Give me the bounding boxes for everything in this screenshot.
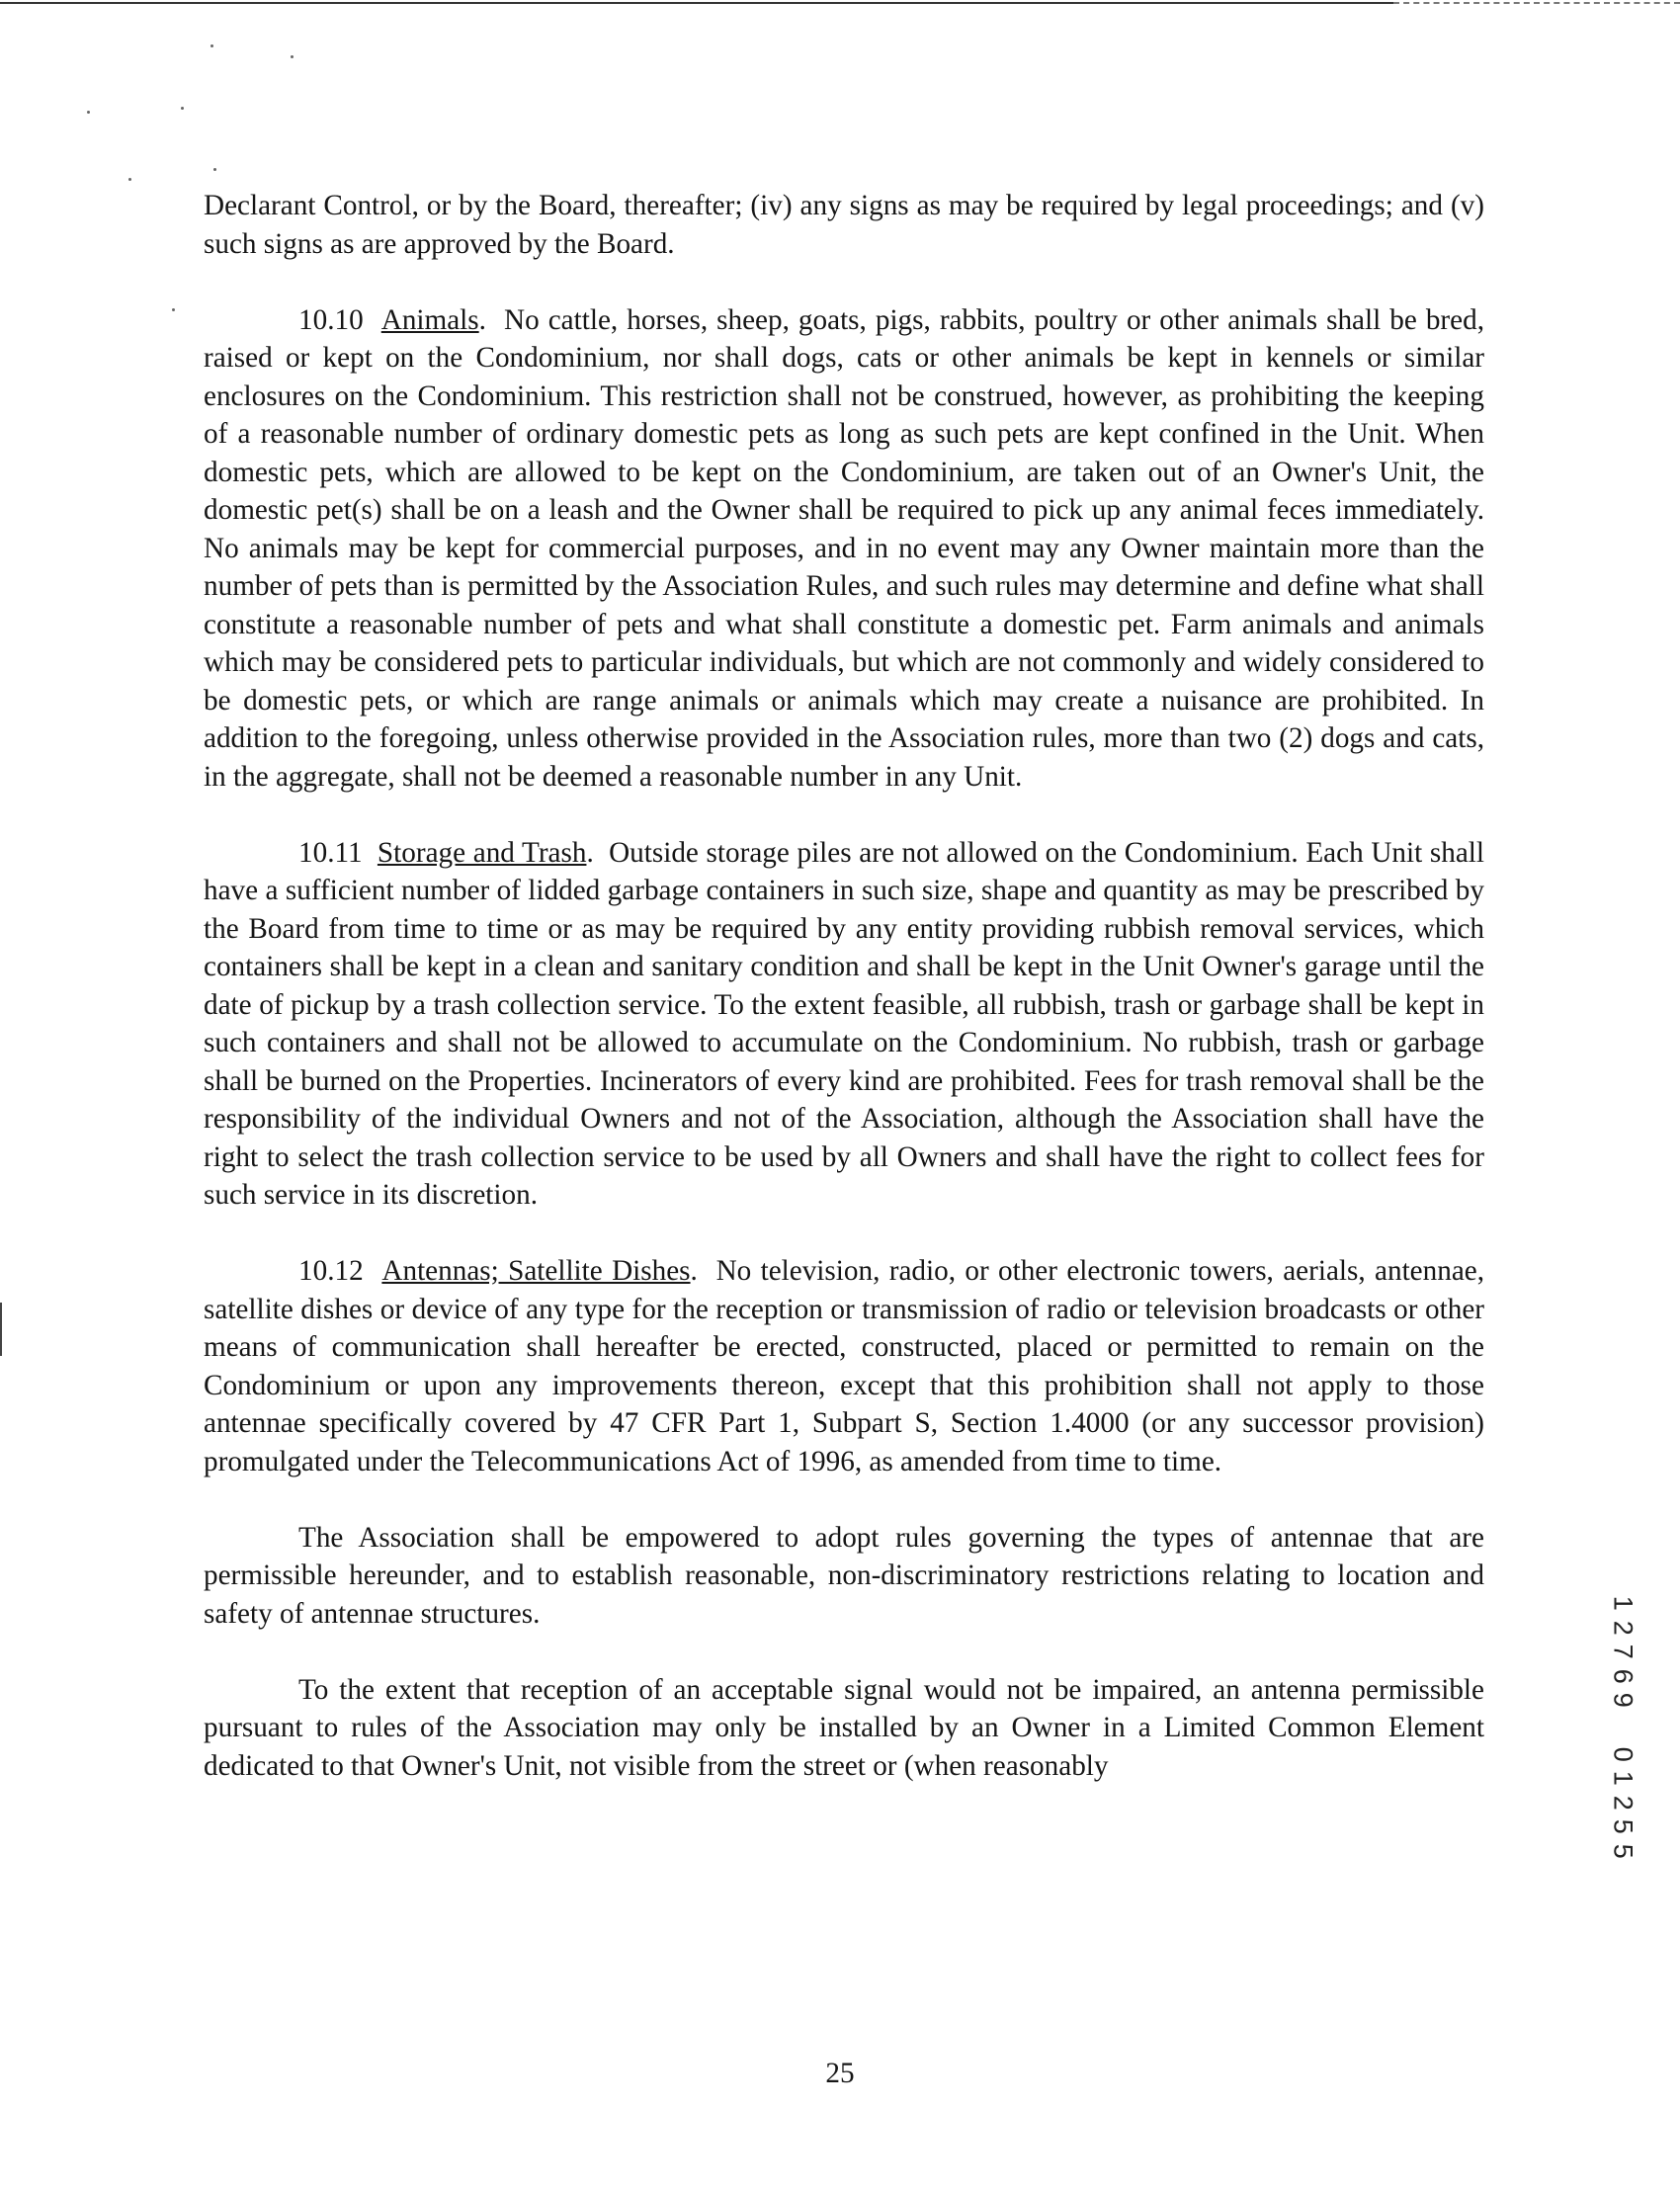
- stamp-digit: 1: [1608, 1770, 1638, 1786]
- stamp-digit: 2: [1608, 1795, 1638, 1811]
- document-body: [204, 187, 1484, 1823]
- stamp-digit: 7: [1608, 1644, 1638, 1659]
- stamp-digit: 2: [1608, 1620, 1638, 1636]
- paragraph-antenna-installation: [204, 1671, 1484, 1786]
- section-10-11-storage-trash: 10.11 Storage and Trash. Outside storage piles are not allowed on the Condominium. Each Unit shall have a sufficient number of lidded garbage containers in such size, shape and quantity as may be prescribed by the Board from time to time or as may be required by any entity providing rubbish removal services, which containers shall be kept in a clean and sanitary condition and shall be kept in the Unit Owner's garage until the date of pickup by a trash collection service. To the extent feasible, all rubbish, trash or garbage shall be kept in such containers and shall not be allowed to accumulate on the Condominium. No rubbish, trash or garbage shall be burned on the Properties. Incinerators of every kind are prohibited. Fees for trash removal shall be the responsibility of the individual Owners and not of the Association, although the Association shall have the right to select the trash collection service to be used by all Owners and shall have the right to collect fees for such service in its discretion.: [204, 836, 1485, 1211]
- top-scan-rule-dashed: [1393, 2, 1680, 4]
- scan-speck: [213, 168, 216, 171]
- scan-speck: [128, 178, 131, 181]
- stamp-digit: 5: [1608, 1843, 1638, 1859]
- stamp-digit: 1: [1608, 1595, 1638, 1611]
- stamp-digit: 6: [1608, 1668, 1638, 1684]
- stamp-digit: 9: [1608, 1692, 1638, 1708]
- paragraph-continuation: [204, 187, 1484, 263]
- scan-speck: [87, 111, 90, 114]
- section-text: No cattle, horses, sheep, goats, pigs, rabbits, poultry or other animals shall be bred, raised or kept on the Condominium, nor shall dogs, cats or other animals be kept in kennels or similar enclosures on the Condominium. This restriction shall not be construed, however, as prohibiting the keeping of a reasonable number of ordinary domestic pets as long as such pets are kept confined in the Unit. When domestic pets, which are allowed to be kept on the Condominium, are taken out of an Owner's Unit, the domestic pet(s) shall be on a leash and the Owner shall be required to pick up any animal feces immediately. No animals may be kept for commercial purposes, and in no event may any Owner maintain more than the number of pets than is permitted by the Association Rules, and such rules may determine and define what shall constitute a reasonable number of pets and what shall constitute a domestic pet. Farm animals and animals which may be considered pets to particular individuals, but which are not commonly and widely considered to be domestic pets, or which are range animals or animals which may create a nuisance are prohibited. In addition to the foregoing, unless otherwise provided in the Association rules, more than two (2) dogs and cats, in the aggregate, shall not be deemed a reasonable number in any Unit.: [204, 303, 1484, 793]
- stamp-digit: 5: [1608, 1818, 1638, 1834]
- paragraph-text: The Association shall be empowered to adopt rules governing the types of antennae that are permissible hereunder, and to establish reasonable, non-discriminatory restrictions relating to location and safety of antennae structures.: [204, 1521, 1484, 1630]
- section-number: 10.10: [298, 303, 364, 336]
- section-10-12-antennas: 10.12 Antennas; Satellite Dishes. No television, radio, or other electronic towers, aerials, antennae, satellite dishes or device of any type for the reception or transmission of radio or television broadcasts or other means of communication shall hereafter be erected, constructed, placed or permitted to remain on the Condominium or upon any improvements thereon, except that this prohibition shall not apply to those antennae specifically covered by 47 CFR Part 1, Subpart S, Section 1.4000 (or any successor provision) promulgated under the Telecommunications Act of 1996, as amended from time to time.: [204, 1255, 1485, 1477]
- section-number: 10.11: [298, 836, 363, 869]
- section-text: No television, radio, or other electronic towers, aerials, antennae, satellite dishes or device of any type for the reception or transmission of radio or television broadcasts or other means of communication shall hereafter be erected, constructed, placed or permitted to remain on the Condominium or upon any improvements thereon, except that this prohibition shall not apply to those antennae specifically covered by 47 CFR Part 1, Subpart S, Section 1.4000 (or any successor provision) promulgated under the Telecommunications Act of 1996, as amended from time to time.: [204, 1255, 1485, 1477]
- stamp-digit: 0: [1608, 1746, 1638, 1762]
- paragraph-text: Declarant Control, or by the Board, thereafter; (iv) any signs as may be required by legal proceedings; and (v) such signs as are approved by the Board.: [204, 190, 1484, 260]
- section-heading: Animals: [380, 303, 479, 336]
- section-number: 10.12: [298, 1255, 364, 1287]
- section-10-10-animals: 10.10 Animals. No cattle, horses, sheep, goats, pigs, rabbits, poultry or other animals shall be bred, raised or kept on the Condominium, nor shall dogs, cats or other animals be kept in kennels or similar enclosures on the Condominium. This restriction shall not be construed, however, as prohibiting the keeping of a reasonable number of ordinary domestic pets as long as such pets are kept confined in the Unit. When domestic pets, which are allowed to be kept on the Condominium, are taken out of an Owner's Unit, the domestic pet(s) shall be on a leash and the Owner shall be required to pick up any animal feces immediately. No animals may be kept for commercial purposes, and in no event may any Owner maintain more than the number of pets than is permitted by the Association Rules, and such rules may determine and define what shall constitute a reasonable number of pets and what shall constitute a domestic pet. Farm animals and animals which may be considered pets to particular individuals, but which are not commonly and widely considered to be domestic pets, or which are range animals or animals which may create a nuisance are prohibited. In addition to the foregoing, unless otherwise provided in the Association rules, more than two (2) dogs and cats, in the aggregate, shall not be deemed a reasonable number in any Unit.: [204, 303, 1484, 793]
- recording-stamp: [1603, 1591, 1642, 1863]
- paragraph-antenna-rules: [204, 1519, 1484, 1634]
- page-number: 25: [825, 2058, 855, 2089]
- paragraph-text: To the extent that reception of an acceptable signal would not be impaired, an antenna permissible pursuant to rules of the Association may only be installed by an Owner in a Limited Common Element dedicated to that Owner's Unit, not visible from the street or (when reasonably: [204, 1673, 1484, 1782]
- section-heading: Storage and Trash: [377, 836, 587, 869]
- scan-speck: [181, 107, 184, 110]
- left-edge-scan-mark: [0, 1303, 2, 1356]
- scan-speck: [210, 44, 213, 47]
- section-text: Outside storage piles are not allowed on the Condominium. Each Unit shall have a sufficient number of lidded garbage containers in such size, shape and quantity as may be prescribed by the Board from time to time or as may be required by any entity providing rubbish removal services, which containers shall be kept in a clean and sanitary condition and shall be kept in the Unit Owner's garage until the date of pickup by a trash collection service. To the extent feasible, all rubbish, trash or garbage shall be kept in such containers and shall not be allowed to accumulate on the Condominium. No rubbish, trash or garbage shall be burned on the Properties. Incinerators of every kind are prohibited. Fees for trash removal shall be the responsibility of the individual Owners and not of the Association, although the Association shall have the right to select the trash collection service to be used by all Owners and shall have the right to collect fees for such service in its discretion.: [204, 836, 1485, 1211]
- scan-speck: [172, 308, 175, 311]
- section-heading: Antennas; Satellite Dishes: [381, 1255, 691, 1287]
- scan-speck: [291, 55, 294, 58]
- top-scan-rule: [0, 2, 1393, 4]
